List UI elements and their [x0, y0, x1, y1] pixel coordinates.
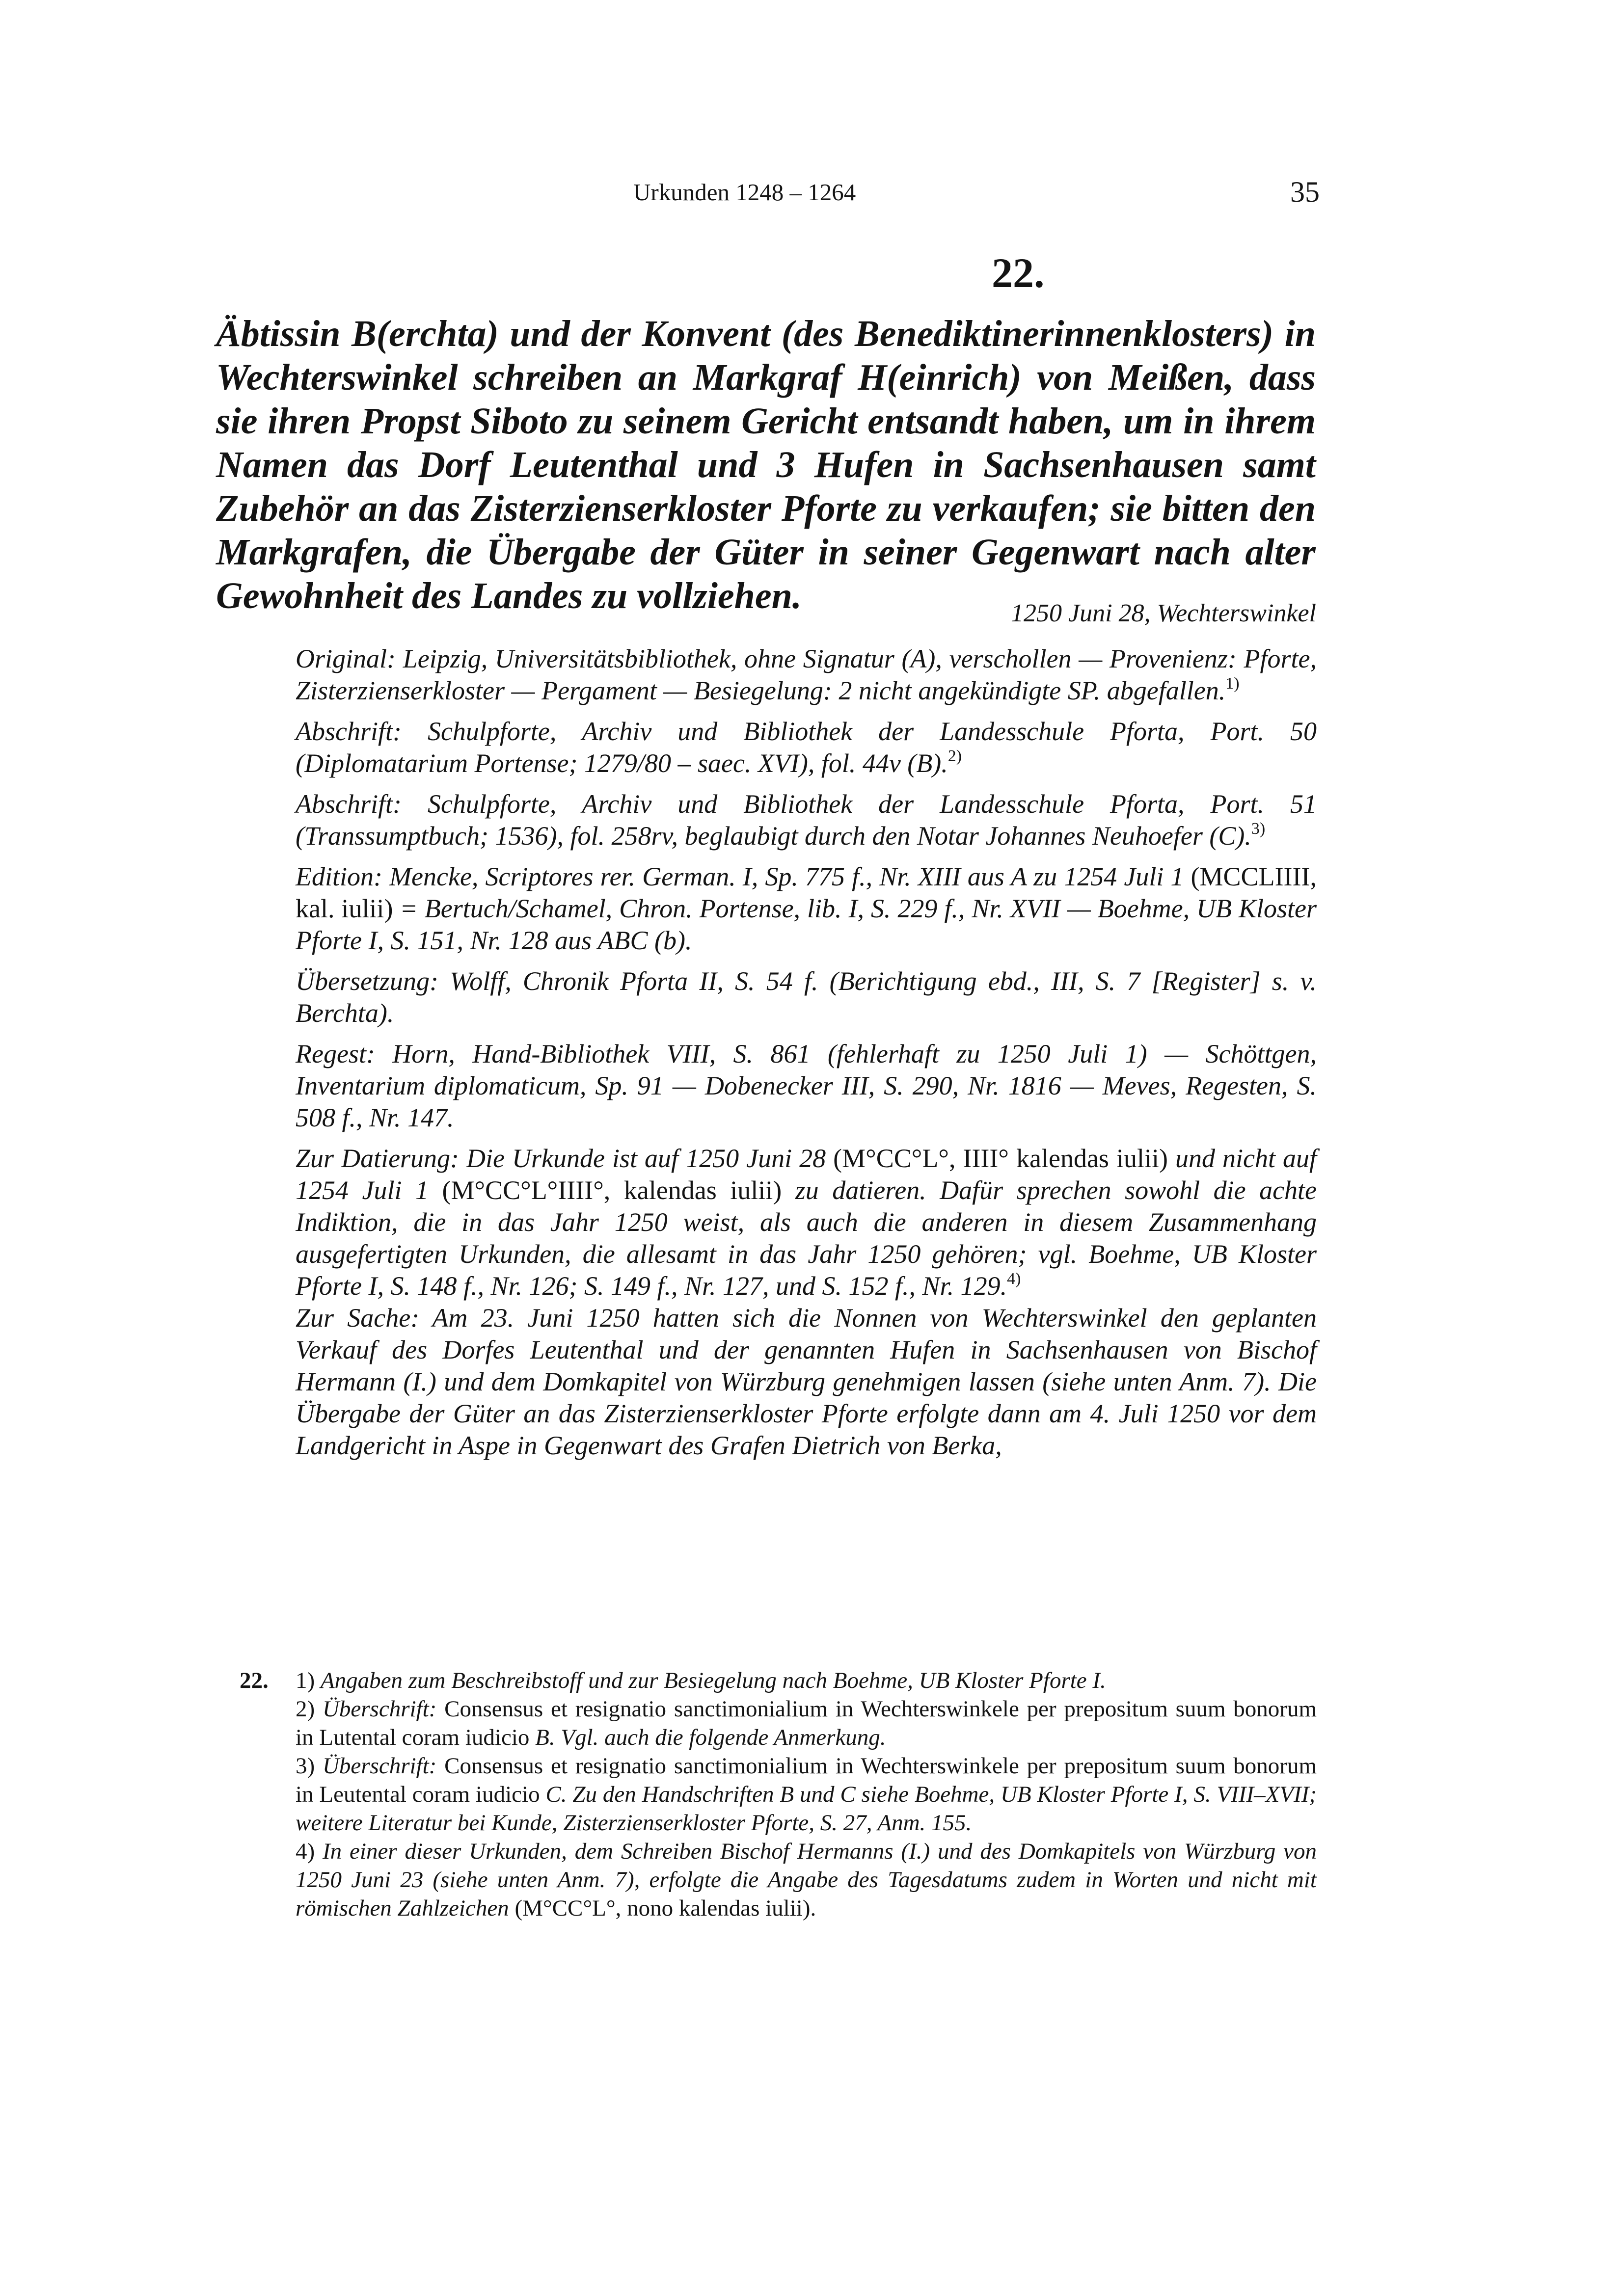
- copy-c-text: Abschrift: Schulpforte, Archiv und Bibliothek der Landesschule Pforta, Port. 51 (Transsumptbuch; 1536), fol. 258rv, beglaubigt durch den Notar Johannes Neuhoefer (C).: [296, 789, 1317, 851]
- footnote-4-number: 4): [296, 1839, 315, 1864]
- footnotes-document-number: 22.: [240, 1668, 269, 1693]
- footnote-2-latin: Consensus et resignatio sanctimonialium in Wechterswinkele per prepositum suum bonorum in Lutental coram iudicio: [296, 1696, 1317, 1750]
- original-entry: [296, 643, 1317, 707]
- footnote-4: [296, 1837, 1317, 1922]
- edition-text-2: = Bertuch/Schamel, Chron. Portense, lib. I, S. 229 f., Nr. XVII — Boehme, UB Kloster Pforte I, S. 151, Nr. 128 aus ABC (b).: [296, 894, 1317, 955]
- dating-latin-1: (M°CC°L°, IIII° kalendas iulii): [833, 1144, 1168, 1173]
- dating-entry: [296, 1143, 1317, 1302]
- original-text: Original: Leipzig, Universitätsbibliothek, ohne Signatur (A), verschollen — Provenienz: Pforte, Zisterzienserkloster — Pergament — Besiegelung: 2 nicht angekündigte SP. abgefallen.: [296, 644, 1317, 705]
- footnote-ref-3: 3): [1251, 820, 1266, 838]
- translation-entry: Übersetzung: Wolff, Chronik Pforta II, S. 54 f. (Berichtigung ebd., III, S. 7 [Register] s. v. Berchta).: [296, 966, 1317, 1028]
- footnote-3-number: 3): [296, 1753, 315, 1779]
- date-place-line: 1250 Juni 28, Wechterswinkel: [1011, 599, 1316, 627]
- dating-latin-2: (M°CC°L°IIII°, kalendas iulii): [442, 1175, 782, 1205]
- footnote-1-text: Angaben zum Beschreibstoff und zur Besiegelung nach Boehme, UB Kloster Pforte I.: [320, 1668, 1106, 1693]
- footnote-1-number: 1): [296, 1668, 315, 1693]
- copy-c-entry: [296, 788, 1317, 852]
- footnote-4-latin: (M°CC°L°, nono kalendas iulii).: [514, 1896, 816, 1921]
- edition-latin-date: (MCCLIIII, kal. iulii): [296, 862, 1317, 923]
- footnotes-block: [240, 1666, 1317, 1922]
- footnote-ref-1: 1): [1225, 674, 1240, 693]
- dating-text-3: zu datieren. Dafür sprechen sowohl die achte Indiktion, die in das Jahr 1250 weist, als auch die anderen in diesem Zusammenhang ausgefertigten Urkunden, die allesamt in das Jahr 1250 gehören; vgl. Boehme, UB Kloster Pforte I, S. 148 f., Nr. 126; S. 149 f., Nr. 127, und S. 152 f., Nr. 129.: [296, 1175, 1317, 1301]
- footnote-2-number: 2): [296, 1696, 315, 1722]
- subject-entry: Zur Sache: Am 23. Juni 1250 hatten sich die Nonnen von Wechterswinkel den geplanten Verkauf des Dorfes Leutenthal und der genannten Hufen in Sachsenhausen von Bischof Hermann (I.) und dem Domkapitel von Würzburg genehmigen lassen (siehe unten Anm. 7). Die Übergabe der Güter an das Zisterzienserkloster Pforte erfolgte dann am 4. Juli 1250 vor dem Landgericht in Aspe in Gegenwart des Grafen Dietrich von Berka,: [296, 1303, 1317, 1460]
- copy-b-text: Abschrift: Schulpforte, Archiv und Bibliothek der Landesschule Pforta, Port. 50 (Diplomatarium Portense; 1279/80 – saec. XVI), fol. 44v (B).: [296, 717, 1317, 778]
- footnote-3-latin: Consensus et resignatio sanctimonialium in Wechterswinkele per prepositum suum bonorum in Leutental coram iudicio: [296, 1753, 1317, 1807]
- footnote-ref-2: 2): [947, 747, 962, 765]
- copy-b-entry: [296, 716, 1317, 779]
- critical-apparatus: [296, 643, 1317, 1470]
- regest-references-entry: Regest: Horn, Hand-Bibliothek VIII, S. 861 (fehlerhaft zu 1250 Juli 1) — Schöttgen, Inventarium diplomaticum, Sp. 91 — Dobenecker III, S. 290, Nr. 1816 — Meves, Regesten, S. 508 f., Nr. 147.: [296, 1039, 1317, 1132]
- footnote-ref-4: 4): [1007, 1270, 1021, 1288]
- footnote-3-label: Überschrift:: [322, 1753, 437, 1779]
- running-header: Urkunden 1248 – 1264: [633, 179, 856, 206]
- footnotes-body: [296, 1666, 1317, 1922]
- footnote-2-label: Überschrift:: [322, 1696, 437, 1722]
- edition-text-1: Edition: Mencke, Scriptores rer. German. I, Sp. 775 f., Nr. XIII aus A zu 1254 Juli 1: [296, 862, 1184, 891]
- footnote-2: [296, 1695, 1317, 1752]
- dating-text-2: und nicht auf 1254 Juli 1: [296, 1144, 1317, 1205]
- footnote-1: [296, 1666, 1317, 1695]
- regest-heading: Äbtissin B(erchta) und der Konvent (des Benediktinerinnenklosters) in Wechterswinkel schreiben an Markgraf H(einrich) von Meißen, dass sie ihren Propst Siboto zu seinem Gericht entsandt haben, um in ihrem Namen das Dorf Leutenthal und 3 Hufen in Sachsenhausen samt Zubehör an das Zisterzienserkloster Pforte zu verkaufen; sie bitten den Markgrafen, die Übergabe der Güter in seiner Gegenwart nach alter Gewohnheit des Landes zu vollziehen.: [216, 313, 1316, 616]
- dating-text-1: Zur Datierung: Die Urkunde ist auf 1250 Juni 28: [296, 1144, 826, 1173]
- page-number: 35: [1290, 176, 1320, 208]
- footnote-4-text: In einer dieser Urkunden, dem Schreiben Bischof Hermanns (I.) und des Domkapitels von Würzburg von 1250 Juni 23 (siehe unten Anm. 7), erfolgte die Angabe des Tagesdatums zudem in Worten und nicht mit römischen Zahlzeichen: [296, 1839, 1317, 1921]
- footnote-3: [296, 1752, 1317, 1837]
- footnote-2-text: B. Vgl. auch die folgende Anmerkung.: [535, 1725, 886, 1750]
- footnote-3-text: C. Zu den Handschriften B und C siehe Boehme, UB Kloster Pforte I, S. VIII–XVII; weitere Literatur bei Kunde, Zisterzienserkloster Pforte, S. 27, Anm. 155.: [296, 1782, 1317, 1836]
- document-number: 22.: [992, 249, 1045, 296]
- edition-entry: [296, 861, 1317, 957]
